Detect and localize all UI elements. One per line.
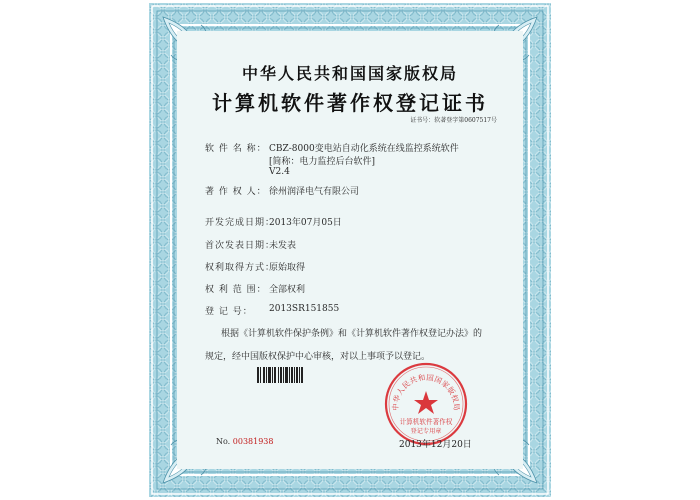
certificate-number-value: 软著登字第0607517号 xyxy=(434,117,497,124)
certificate-paper xyxy=(177,31,523,469)
certificate xyxy=(149,3,551,497)
seal-line-2: 登记专用章 xyxy=(410,428,442,435)
seal-star-icon xyxy=(414,391,438,414)
certificate-title: 计算机软件著作权登记证书 xyxy=(212,91,488,115)
serial-number-value: 00381938 xyxy=(232,437,274,446)
field-value-completion-date: 2013年07月05日 xyxy=(269,218,342,228)
field-value-copyright-owner: 徐州润泽电气有限公司 xyxy=(269,187,360,197)
field-label-software-name: 软 件 名 称： xyxy=(205,144,267,154)
field-value-software-short-name: [简称：电力监控后台软件] xyxy=(269,157,376,167)
field-label-registration-number: 登 记 号： xyxy=(205,307,253,317)
seal-arc-text: 中华人民共和国国家版权局 xyxy=(390,372,462,411)
certificate-issuer-title: 中华人民共和国国家版权局 xyxy=(241,64,458,83)
seal-line-1: 计算机软件著作权 xyxy=(399,418,453,426)
certificate-number xyxy=(410,115,497,124)
barcode xyxy=(257,367,303,383)
certificate-number-label: 证书号： xyxy=(410,117,435,124)
registration-statement-line-2: 规定，经中国版权保护中心审核，对以上事项予以登记。 xyxy=(205,352,431,362)
field-label-copyright-owner: 著 作 权 人： xyxy=(205,187,267,197)
field-label-acquisition-method: 权利取得方式： xyxy=(205,263,276,273)
field-value-registration-number: 2013SR151855 xyxy=(269,304,340,314)
field-value-software-name: CBZ-8000变电站自动化系统在线监控系统软件 xyxy=(269,144,459,154)
field-value-software-version: V2.4 xyxy=(269,167,290,177)
field-value-acquisition-method: 原始取得 xyxy=(269,263,306,273)
field-value-rights-scope: 全部权利 xyxy=(269,285,306,295)
serial-number xyxy=(216,437,273,446)
field-value-first-publication-date: 未发表 xyxy=(269,241,297,251)
official-seal xyxy=(383,361,469,447)
issue-date: 2013年12月20日 xyxy=(399,440,472,450)
serial-number-label: No. xyxy=(216,437,231,446)
field-label-rights-scope: 权 利 范 围： xyxy=(205,285,267,295)
field-label-first-publication-date: 首次发表日期： xyxy=(205,241,276,251)
field-label-completion-date: 开发完成日期： xyxy=(205,218,276,228)
registration-statement-line-1: 根据《计算机软件保护条例》和《计算机软件著作权登记办法》的 xyxy=(221,329,483,339)
